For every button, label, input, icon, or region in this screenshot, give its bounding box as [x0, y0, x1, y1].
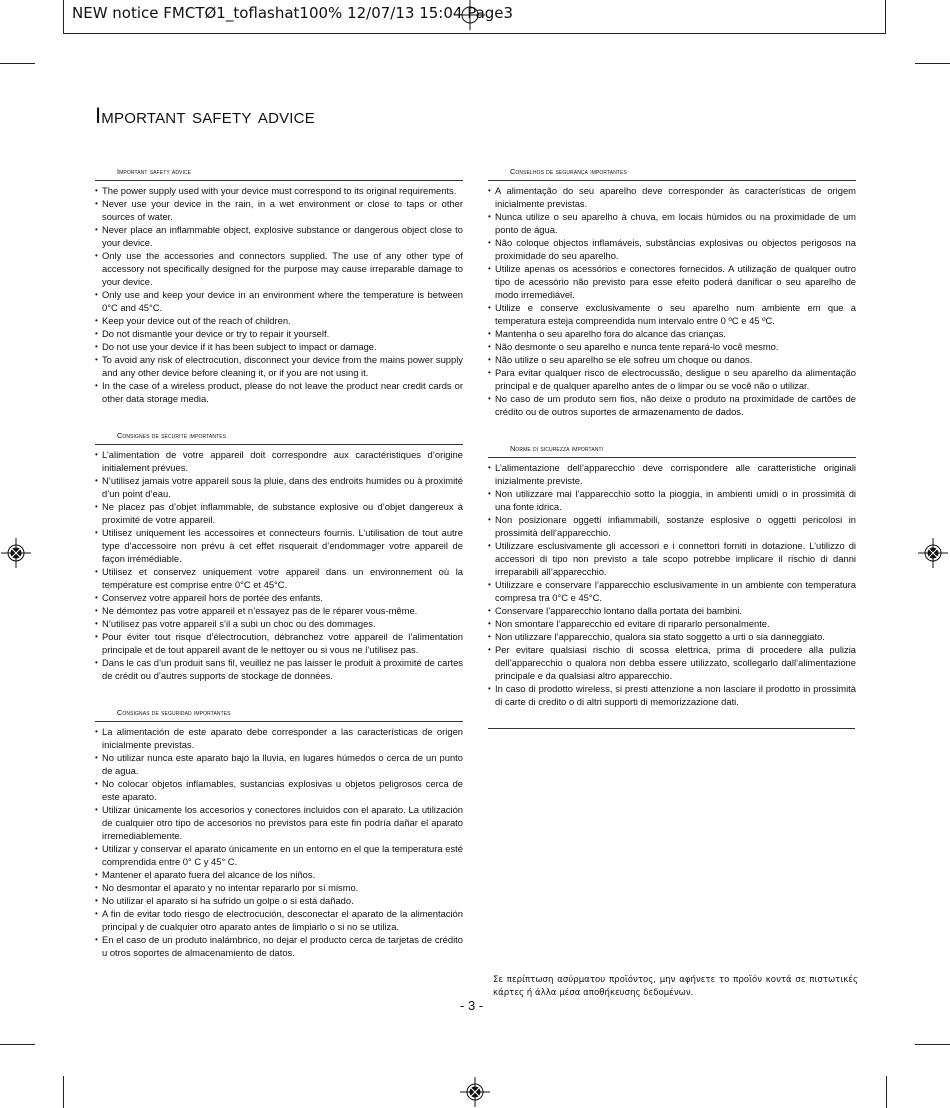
advice-item: • Utilisez uniquement les accessoires et connecteurs fournis. L’utilisation de tout autre type d’accessoire non prévu à cet effet risquerait d’endommager votre appareil de façon irrémédiable.	[95, 526, 463, 565]
advice-item: • In the case of a wireless product, please do not leave the product near credit cards or other data storage media.	[95, 379, 463, 405]
crop-mark-br-h	[915, 1044, 950, 1045]
left-column	[95, 165, 463, 983]
advice-item: • The power supply used with your device must correspond to its original requirements.	[95, 184, 463, 197]
advice-list	[95, 184, 463, 405]
advice-item: • Dans le cas d’un produit sans fil, veuillez ne pas laisser le produit à proximité de cartes de crédit ou d’autres supports de stockage de données.	[95, 656, 463, 682]
print-slug-text: NEW notice FMCTØ1_toflashat100% 12/07/13 15:04 Page3	[72, 4, 514, 22]
advice-item: • Per evitare qualsiasi rischio di scossa elettrica, prima di procedere alla pulizia dell’apparecchio o qualora non debba essere utilizzato, scollegarlo dall’alimentazione principale e da qualsiasi altro apparecchio.	[488, 643, 856, 682]
advice-item: • Utilizar y conservar el aparato únicamente en un entorno en el que la temperatura esté comprendida entre 0° C y 45° C.	[95, 842, 463, 868]
section-title: Conselhos de segurança importantes	[488, 165, 856, 181]
advice-item: • Não utilize o seu aparelho se ele sofreu um choque ou danos.	[488, 353, 856, 366]
section-spanish	[95, 706, 463, 959]
right-column	[488, 165, 856, 732]
section-french	[95, 429, 463, 682]
advice-item: • Conservare l’apparecchio lontano dalla portata dei bambini.	[488, 604, 856, 617]
advice-item: • A fin de evitar todo riesgo de electrocución, desconectar el aparato de la alimentación principal y de cualquier otro aparato antes de limpiarlo o si no se utiliza.	[95, 907, 463, 933]
advice-item: • Ne démontez pas votre appareil et n’essayez pas de le réparer vous-même.	[95, 604, 463, 617]
advice-item: • Utilize apenas os acessórios e conectores fornecidos. A utilização de qualquer outro tipo de acessório não previsto para esse efeito poderá danificar o seu aparelho de modo irremediável.	[488, 262, 856, 301]
advice-item: • N’utilisez jamais votre appareil sous la pluie, dans des endroits humides ou à proximité d’un point d’eau.	[95, 474, 463, 500]
advice-item: • No colocar objetos inflamables, sustancias explosivas u objetos peligrosos cerca de este aparato.	[95, 777, 463, 803]
crop-mark-bl-v	[63, 1076, 64, 1108]
advice-item: • Non posizionare oggetti infiammabili, sostanze esplosive o oggetti pericolosi in prossimità dell’apparecchio.	[488, 513, 856, 539]
advice-item: • Utilizzare e conservare l’apparecchio esclusivamente in un ambiente con temperatura compresa tra 0°C e 45°C.	[488, 578, 856, 604]
advice-item: • To avoid any risk of electrocution, disconnect your device from the mains power supply and any other device before cleaning it, or if you are not using it.	[95, 353, 463, 379]
greek-notice: Σε περίπτωση ασύρματου προϊόντος, μην αφήνετε το προϊόν κοντά σε πιστωτικές κάρτες ή άλλα μέσα αποθήκευσης δεδομένων.	[493, 975, 858, 998]
advice-item: • L’alimentazione dell’apparecchio deve corrispondere alle caratteristiche originali inizialmente previste.	[488, 461, 856, 487]
advice-item: • La alimentación de este aparato debe corresponder a las características de origen inicialmente previstas.	[95, 725, 463, 751]
crop-mark-bl-h	[0, 1044, 35, 1045]
section-italian	[488, 442, 856, 708]
advice-item: • No utilizar nunca este aparato bajo la lluvia, en lugares húmedos o cerca de un punto de agua.	[95, 751, 463, 777]
advice-item: • Utilize e conserve exclusivamente o seu aparelho num ambiente em que a temperatura esteja compreendida num intervalo entre 0 ºC e 45 ºC.	[488, 301, 856, 327]
advice-item: • Ne placez pas d’objet inflammable, de substance explosive ou d’objet dangereux à proximité de votre appareil.	[95, 500, 463, 526]
advice-item: • Do not dismantle your device or try to repair it yourself.	[95, 327, 463, 340]
registration-crosshair-icon	[918, 538, 948, 568]
advice-list	[488, 184, 856, 418]
section-title: Consignas de seguridad importantes	[95, 706, 463, 722]
advice-item: • Para evitar qualquer risco de electrocussão, desligue o seu aparelho da alimentação principal e de qualquer aparelho antes de o limpar ou se você não o utilizar.	[488, 366, 856, 392]
section-title: Norme di sicurezza importanti	[488, 442, 856, 458]
advice-item: • No desmontar el aparato y no intentar repararlo por sí mismo.	[95, 881, 463, 894]
advice-item: • Utilizar únicamente los accesorios y conectores incluidos con el aparato. La utilización de cualquier otro tipo de accesorios no previstos para este fin podría dañar el aparato irremediablemente.	[95, 803, 463, 842]
advice-item: • Utilisez et conservez uniquement votre appareil dans un environnement où la température est comprise entre 0°C et 45°C.	[95, 565, 463, 591]
advice-item: • Non utilizzare l’apparecchio, qualora sia stato soggetto a urti o sia danneggiato.	[488, 630, 856, 643]
advice-item: • N’utilisez pas votre appareil s’il a subi un choc ou des dommages.	[95, 617, 463, 630]
advice-item: • Pour éviter tout risque d’électrocution, débranchez votre appareil de l’alimentation principale et de tout appareil avant de le nettoyer ou si vous ne l’utilisez pas.	[95, 630, 463, 656]
registration-crosshair-icon	[455, 0, 485, 30]
page-title: Important safety advice	[95, 103, 315, 128]
advice-item: • Non utilizzare mai l’apparecchio sotto la pioggia, in ambienti umidi o in prossimità di una fonte idrica.	[488, 487, 856, 513]
advice-item: • Não coloque objectos inflamáveis, substâncias explosivas ou objectos perigosos na proximidade do seu aparelho.	[488, 236, 856, 262]
advice-item: • L’alimentation de votre appareil doit correspondre aux caractéristiques d’origine initialement prévues.	[95, 448, 463, 474]
advice-item: • Never use your device in the rain, in a wet environment or close to taps or other sources of water.	[95, 197, 463, 223]
advice-item: • Non smontare l’apparecchio ed evitare di ripararlo personalmente.	[488, 617, 856, 630]
registration-crosshair-icon	[1, 538, 31, 568]
advice-item: • Never place an inflammable object, explosive substance or dangerous object close to your device.	[95, 223, 463, 249]
advice-item: • Mantenha o seu aparelho fora do alcance das crianças.	[488, 327, 856, 340]
section-portuguese	[488, 165, 856, 418]
advice-item: • No utilizar el aparato si ha sufrido un golpe o si está dañado.	[95, 894, 463, 907]
advice-item: • Keep your device out of the reach of children.	[95, 314, 463, 327]
advice-item: • Mantener el aparato fuera del alcance de los niños.	[95, 868, 463, 881]
advice-item: • Não desmonte o seu aparelho e nunca tente repará-lo você mesmo.	[488, 340, 856, 353]
section-english	[95, 165, 463, 405]
advice-list	[95, 725, 463, 959]
section-divider	[488, 728, 855, 729]
registration-crosshair-icon	[460, 1077, 490, 1107]
section-title: Consignes de sécurité importantes	[95, 429, 463, 445]
crop-mark-br-v	[886, 1076, 887, 1108]
advice-item: • In caso di prodotto wireless, si presti attenzione a non lasciare il prodotto in prossimità di carte di credito o di altri supporti di memorizzazione dati.	[488, 682, 856, 708]
section-title: Important safety advice	[95, 165, 463, 181]
advice-list	[488, 461, 856, 708]
advice-item: • En el caso de un produto inalámbrico, no dejar el producto cerca de tarjetas de crédito u otros soportes de almacenamiento de datos.	[95, 933, 463, 959]
advice-item: • Utilizzare esclusivamente gli accessori e i connettori forniti in dotazione. L’utilizzo di accessori di tipo non previsto a tale scopo potrebbe implicare il rischio di danni irreparabili all’apparecchio.	[488, 539, 856, 578]
advice-item: • Do not use your device if it has been subject to impact or damage.	[95, 340, 463, 353]
advice-item: • Conservez votre appareil hors de portée des enfants.	[95, 591, 463, 604]
advice-item: • Nunca utilize o seu aparelho à chuva, em locais húmidos ou na proximidade de um ponto de água.	[488, 210, 856, 236]
advice-item: • Only use and keep your device in an environment where the temperature is between 0°C and 45°C.	[95, 288, 463, 314]
advice-item: • A alimentação do seu aparelho deve corresponder às características de origem inicialmente previstas.	[488, 184, 856, 210]
advice-item: • No caso de um produto sem fios, não deixe o produto na proximidade de cartões de crédito ou de outros suportes de armazenamento de dados.	[488, 392, 856, 418]
crop-mark-tr-h	[915, 63, 950, 64]
advice-item: • Only use the accessories and connectors supplied. The use of any other type of accessory not specifically designed for the purpose may cause irreparable damage to your device.	[95, 249, 463, 288]
advice-list	[95, 448, 463, 682]
crop-mark-tl-h	[0, 63, 35, 64]
page-number: - 3 -	[460, 998, 484, 1013]
